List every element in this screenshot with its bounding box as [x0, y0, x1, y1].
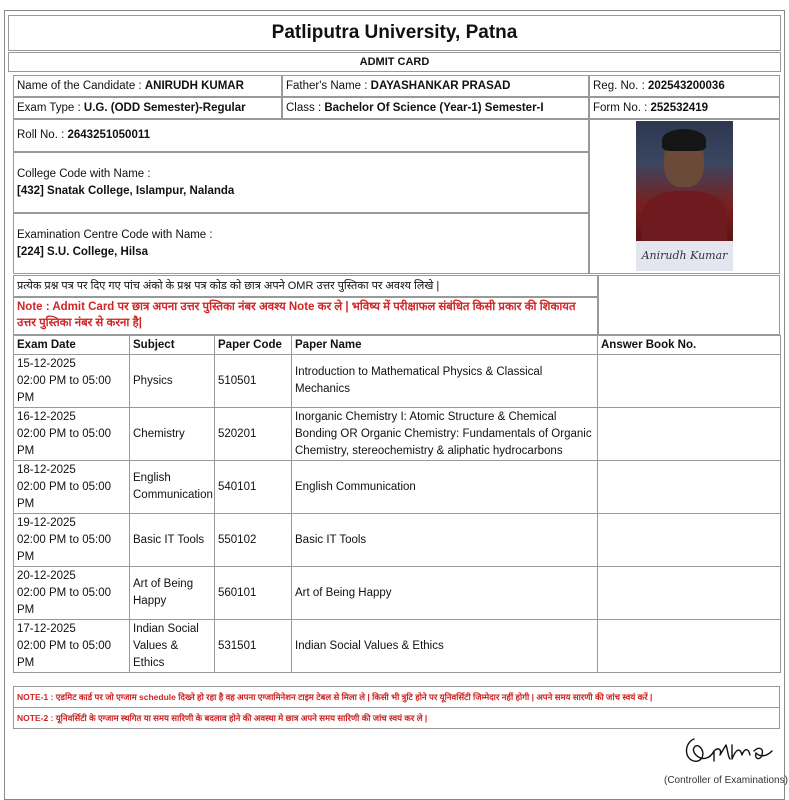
form-no-cell [589, 97, 780, 119]
header-exam-date: Exam Date [14, 336, 130, 355]
centre-cell [13, 213, 589, 274]
candidate-name-label: Name of the Candidate : [17, 80, 145, 92]
photo-cell [589, 119, 780, 274]
paper-code-cell: 560101 [215, 567, 292, 620]
candidate-signature: Anirudh Kumar [636, 241, 733, 271]
form-no: 252532419 [650, 102, 709, 114]
note-1: NOTE-1 : एडमिट कार्ड पर जो एग्जाम schedule दिख्ने हो रहा है वह अपना एग्जामिनेशन टाइम टेबल से मिला ले | किसी भी त्रुटि होने पर यूनिवर्सिटी जिम्मेदार नहीं होगी | अपने समय सारणी की जांच स्वयं करें | [17, 692, 653, 702]
controller-signature-icon [680, 733, 776, 767]
exam-date: 20-12-2025 [17, 569, 76, 582]
exam-type-cell [13, 97, 282, 119]
answer-book-cell [598, 620, 781, 673]
exam-date: 16-12-2025 [17, 410, 76, 423]
subject-cell: Physics [130, 355, 215, 408]
father-name-label: Father's Name : [286, 80, 371, 92]
omr-instruction: प्रत्येक प्रश्न पत्र पर दिए गए पांच अंको के प्रश्न पत्र कोड को छात्र अपने OMR उत्तर पुस्तिका पर अवश्य लिखे | [13, 275, 598, 297]
answer-book-cell [598, 567, 781, 620]
blank-cell [598, 275, 780, 335]
paper-name-cell: Basic IT Tools [292, 514, 598, 567]
answer-book-note: Note : Admit Card पर छात्र अपना उत्तर पुस्तिका नंबर अवश्य Note कर ले | भविष्य में परीक्षाफल संबंधित किसी प्रकार की शिकायत उत्तर पुस्तिका नंबर से करना है| [13, 297, 598, 335]
subject-cell: Basic IT Tools [130, 514, 215, 567]
exam-date-cell [14, 567, 130, 620]
table-row [14, 408, 781, 461]
paper-code-cell: 531501 [215, 620, 292, 673]
exam-date-cell [14, 514, 130, 567]
subject-cell: Chemistry [130, 408, 215, 461]
paper-name-cell: Art of Being Happy [292, 567, 598, 620]
header-subject: Subject [130, 336, 215, 355]
exam-date-cell [14, 620, 130, 673]
reg-no-label: Reg. No. : [593, 80, 648, 92]
exam-type-label: Exam Type : [17, 102, 84, 114]
paper-code-cell: 550102 [215, 514, 292, 567]
centre-name: [224] S.U. College, Hilsa [17, 246, 149, 258]
exam-time: 02:00 PM to 05:00 PM [17, 586, 111, 616]
admit-card-heading: ADMIT CARD [8, 52, 781, 72]
subject-cell: Indian Social Values & Ethics [130, 620, 215, 673]
answer-book-cell [598, 514, 781, 567]
father-name: DAYASHANKAR PRASAD [370, 80, 511, 92]
exam-time: 02:00 PM to 05:00 PM [17, 427, 111, 457]
college-label: College Code with Name : [17, 168, 151, 180]
university-title: Patliputra University, Patna [8, 15, 781, 51]
exam-date: 17-12-2025 [17, 622, 76, 635]
form-no-label: Form No. : [593, 102, 651, 114]
exam-time: 02:00 PM to 05:00 PM [17, 533, 111, 563]
paper-code-cell: 510501 [215, 355, 292, 408]
table-row [14, 355, 781, 408]
header-paper-code: Paper Code [215, 336, 292, 355]
answer-book-cell [598, 355, 781, 408]
table-row [14, 567, 781, 620]
college-name: [432] Snatak College, Islampur, Nalanda [17, 185, 235, 197]
centre-label: Examination Centre Code with Name : [17, 229, 213, 241]
exam-date-cell [14, 355, 130, 408]
header-paper-name: Paper Name [292, 336, 598, 355]
table-row [14, 514, 781, 567]
exam-date: 18-12-2025 [17, 463, 76, 476]
class-cell [282, 97, 589, 119]
roll-no-label: Roll No. : [17, 129, 68, 141]
subject-cell: English Communication [130, 461, 215, 514]
exam-type: U.G. (ODD Semester)-Regular [83, 102, 246, 114]
reg-no-cell [589, 75, 780, 97]
exam-schedule-table [13, 335, 781, 673]
class-label: Class : [286, 102, 325, 114]
candidate-name-cell [13, 75, 282, 97]
table-header-row [14, 336, 781, 355]
paper-name-cell: English Communication [292, 461, 598, 514]
reg-no: 202543200036 [647, 80, 725, 92]
father-name-cell [282, 75, 589, 97]
exam-date-cell [14, 461, 130, 514]
paper-name-cell: Indian Social Values & Ethics [292, 620, 598, 673]
roll-no: 2643251050011 [67, 129, 151, 141]
table-row [14, 461, 781, 514]
controller-label: (Controller of Examinations) [664, 775, 788, 786]
paper-code-cell: 520201 [215, 408, 292, 461]
exam-time: 02:00 PM to 05:00 PM [17, 374, 111, 404]
candidate-photo [636, 121, 733, 241]
notes-block [13, 686, 780, 729]
college-cell [13, 152, 589, 213]
paper-code-cell: 540101 [215, 461, 292, 514]
paper-name-cell: Inorganic Chemistry I: Atomic Structure & Chemical Bonding OR Organic Chemistry: Fundamentals of Organic Chemistry, stereochemistry & aliphatic hydrocarbons [292, 408, 598, 461]
candidate-name: ANIRUDH KUMAR [144, 80, 244, 92]
header-answer-book: Answer Book No. [598, 336, 781, 355]
table-row [14, 620, 781, 673]
note-2: NOTE-2 : यूनिवर्सिटी के एग्जाम स्थगित या समय सारिणी के बदलाव होने की अवस्था मे छात्र अपने समय सारिणी की जांच स्वयं कर ले | [14, 707, 779, 728]
roll-no-cell [13, 119, 589, 152]
exam-date: 15-12-2025 [17, 357, 76, 370]
subject-cell: Art of Being Happy [130, 567, 215, 620]
paper-name-cell: Introduction to Mathematical Physics & Classical Mechanics [292, 355, 598, 408]
exam-time: 02:00 PM to 05:00 PM [17, 639, 111, 669]
class-name: Bachelor Of Science (Year-1) Semester-I [324, 102, 544, 114]
exam-date-cell [14, 408, 130, 461]
answer-book-cell [598, 408, 781, 461]
answer-book-cell [598, 461, 781, 514]
exam-time: 02:00 PM to 05:00 PM [17, 480, 111, 510]
exam-date: 19-12-2025 [17, 516, 76, 529]
